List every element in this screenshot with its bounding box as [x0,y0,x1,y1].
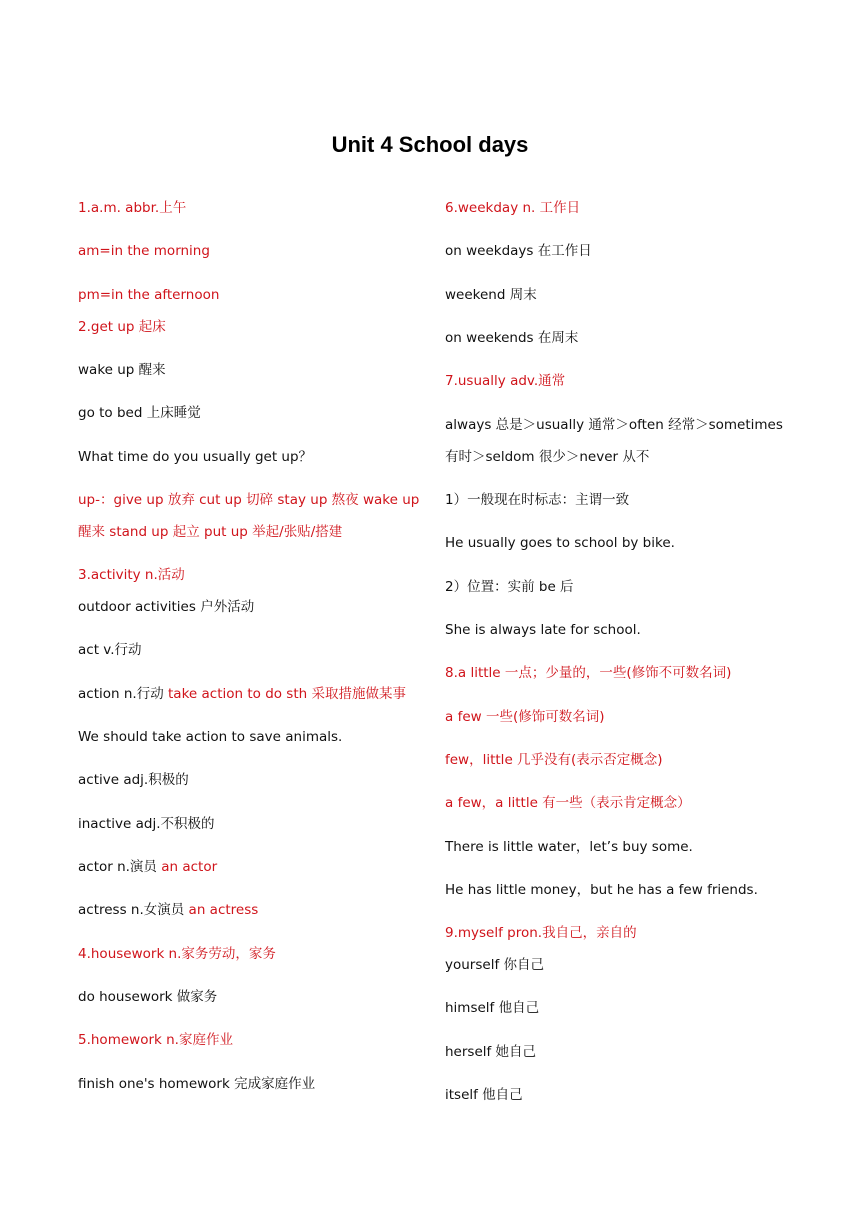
note-highlight: an actress [188,902,259,918]
page-title: Unit 4 School days [331,132,529,157]
heading-homework: 5.homework n.家庭作业 [78,1032,233,1048]
note-line [78,858,217,876]
note-line: himself 他自己 [445,1000,540,1016]
note-line: 2）位置：实前 be 后 [445,579,574,595]
note-line: act v.行动 [78,642,142,658]
note-line: do housework 做家务 [78,989,218,1005]
heading-get-up: 2.get up 起床 [78,319,166,335]
note-text: actress n.女演员 [78,902,189,918]
note-line: herself 她自己 [445,1044,537,1060]
heading-am: 1.a.m. abbr.上午 [78,200,187,216]
heading-housework: 4.housework n.家务劳动，家务 [78,946,276,962]
heading-weekday: 6.weekday n. 工作日 [445,200,581,216]
note-line: outdoor activities 户外活动 [78,599,255,615]
note-line [78,685,406,703]
note-line: on weekdays 在工作日 [445,243,592,259]
note-line: inactive adj.不积极的 [78,816,215,832]
note-line: 醒来 stand up 起立 put up 举起/张贴/搭建 [78,524,343,540]
note-highlight: take action to do sth 采取措施做某事 [168,686,406,702]
note-line [78,901,258,919]
note-line: pm=in the afternoon [78,287,220,303]
note-highlight: an actor [161,859,218,875]
example-sentence: He has little money，but he has a few friends. [445,882,758,898]
heading-usually: 7.usually adv.通常 [445,373,566,389]
note-line: a few 一些(修饰可数名词) [445,709,605,725]
note-line: 有时＞seldom 很少＞never 从不 [445,449,650,465]
note-line: What time do you usually get up？ [78,449,313,465]
heading-activity: 3.activity n.活动 [78,567,185,583]
note-line: a few，a little 有一些（表示肯定概念） [445,795,691,811]
note-line: am=in the morning [78,243,210,259]
heading-a-little: 8.a little 一点；少量的，一些(修饰不可数名词) [445,665,732,681]
example-sentence: He usually goes to school by bike. [445,535,675,551]
note-line: always 总是＞usually 通常＞often 经常＞sometimes [445,417,783,433]
note-line: finish one's homework 完成家庭作业 [78,1076,316,1092]
note-text: action n.行动 [78,686,168,702]
note-line: yourself 你自己 [445,957,544,973]
example-sentence: She is always late for school. [445,622,641,638]
example-sentence: There is little water，let’s buy some. [445,839,693,855]
note-line: weekend 周末 [445,287,537,303]
note-line: up-：give up 放弃 cut up 切碎 stay up 熬夜 wake up [78,492,420,508]
note-line: 1）一般现在时标志：主谓一致 [445,492,630,508]
note-line: few，little 几乎没有(表示否定概念) [445,752,663,768]
note-text: actor n.演员 [78,859,162,875]
note-line: active adj.积极的 [78,772,189,788]
note-line: on weekends 在周末 [445,330,579,346]
note-line: itself 他自己 [445,1087,523,1103]
heading-myself: 9.myself pron.我自己，亲自的 [445,925,637,941]
example-sentence: We should take action to save animals. [78,729,343,745]
note-line: wake up 醒来 [78,362,166,378]
note-line: go to bed 上床睡觉 [78,405,201,421]
